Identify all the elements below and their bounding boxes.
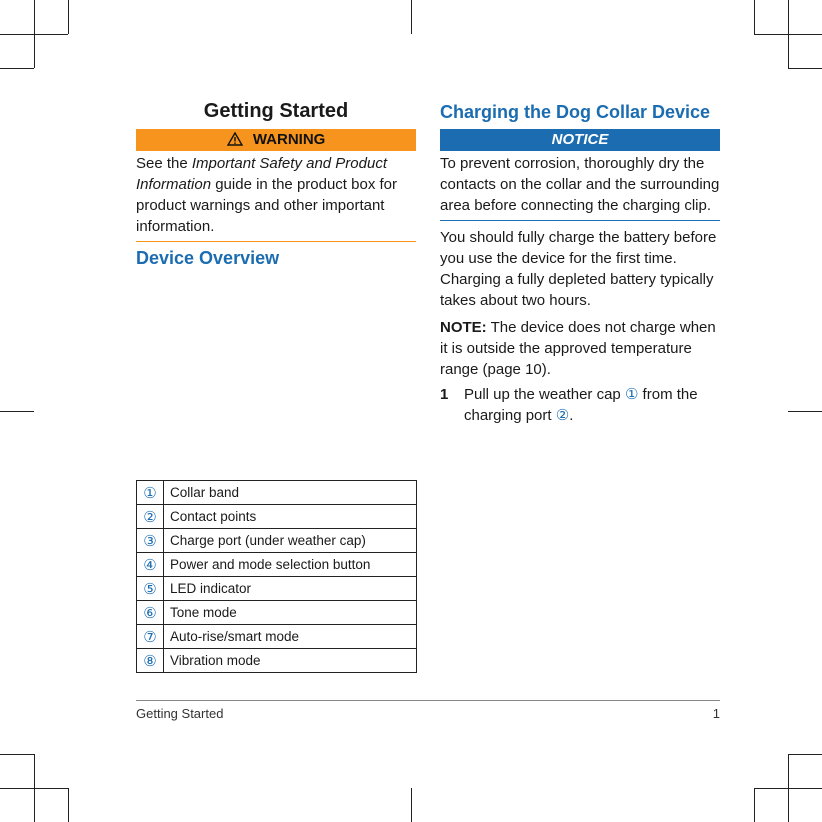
note-label: NOTE: (440, 319, 487, 336)
footer-divider (136, 700, 720, 701)
crop-mark (788, 754, 789, 822)
step-1 (440, 384, 720, 426)
warning-text-pre: See the (136, 155, 192, 172)
crop-mark (411, 788, 412, 822)
part-number: ① (137, 481, 164, 505)
charging-paragraph: You should fully charge the battery before you use the device for the first time. Charging a fully depleted battery typically takes about two hours. (440, 229, 717, 309)
step-text (464, 384, 720, 426)
crop-mark (788, 411, 822, 412)
footer-section-name: Getting Started (136, 706, 224, 721)
table-row (137, 577, 417, 601)
notice-text: To prevent corrosion, thoroughly dry the contacts on the collar and the surrounding area before connecting the charging clip. (440, 155, 720, 214)
table-row (137, 553, 417, 577)
safety-guide-title: Important Safety and Product Information (136, 155, 388, 193)
part-number: ③ (137, 529, 164, 553)
crop-mark (68, 788, 69, 822)
crop-mark (0, 754, 34, 755)
part-label: Power and mode selection button (164, 553, 417, 577)
crop-mark (788, 754, 822, 755)
crop-mark (0, 411, 34, 412)
step-text-b: from the charging port (464, 386, 698, 424)
table-row (137, 649, 417, 673)
page-number: 1 (712, 706, 720, 721)
crop-mark (0, 34, 68, 35)
part-number: ⑥ (137, 601, 164, 625)
table-row (137, 529, 417, 553)
part-number: ② (137, 505, 164, 529)
warning-label: WARNING (252, 131, 326, 148)
crop-mark (754, 0, 755, 34)
crop-mark (788, 68, 822, 69)
parts-table (136, 480, 417, 673)
left-column (136, 96, 416, 269)
table-row (137, 481, 417, 505)
table-row (137, 625, 417, 649)
part-label: Charge port (under weather cap) (164, 529, 417, 553)
part-label: Contact points (164, 505, 417, 529)
part-number: ⑤ (137, 577, 164, 601)
callout-2: ② (555, 407, 570, 424)
part-label: Collar band (164, 481, 417, 505)
notice-divider (440, 220, 720, 221)
crop-mark (754, 34, 822, 35)
section-title-charging: Charging the Dog Collar Device (440, 102, 711, 122)
page-title: Getting Started (203, 100, 349, 122)
part-number: ⑧ (137, 649, 164, 673)
warning-triangle-icon (227, 131, 247, 148)
notice-banner: NOTICE (440, 129, 720, 151)
note-paragraph (440, 317, 720, 380)
crop-mark (0, 68, 34, 69)
part-number: ⑦ (137, 625, 164, 649)
warning-text (136, 153, 416, 237)
crop-mark (34, 754, 35, 822)
step-number: 1 (440, 386, 449, 403)
right-column (440, 96, 720, 426)
table-row (137, 505, 417, 529)
callout-1: ① (624, 386, 639, 403)
crop-mark (754, 788, 755, 822)
step-text-end: . (569, 407, 574, 424)
warning-divider (136, 241, 416, 242)
part-label: Vibration mode (164, 649, 417, 673)
part-label: Tone mode (164, 601, 417, 625)
note-text: The device does not charge when it is outside the approved temperature range (page 10). (440, 319, 716, 378)
crop-mark (68, 0, 69, 34)
part-number: ④ (137, 553, 164, 577)
part-label: Auto-rise/smart mode (164, 625, 417, 649)
step-text-a: Pull up the weather cap (464, 386, 625, 403)
table-row (137, 601, 417, 625)
crop-mark (411, 0, 412, 34)
warning-text-post: guide in the product box for product warnings and other important information. (136, 176, 398, 235)
section-title-device-overview: Device Overview (136, 248, 280, 268)
warning-banner (136, 129, 416, 151)
part-label: LED indicator (164, 577, 417, 601)
